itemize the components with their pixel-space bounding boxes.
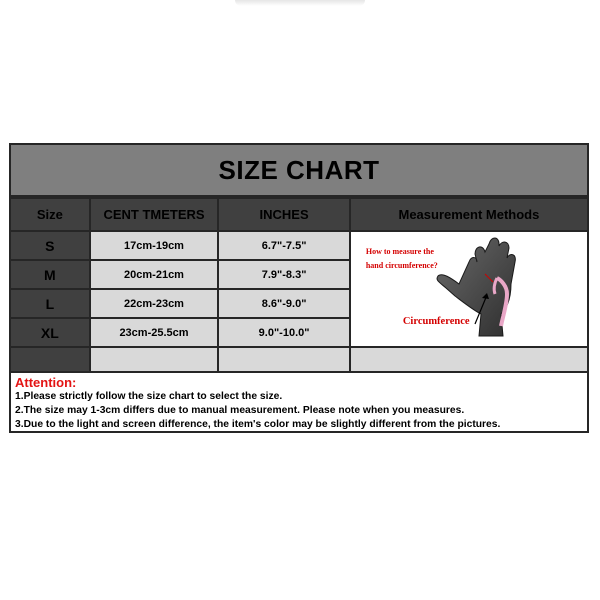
caption-line-1: How to measure the <box>365 247 434 256</box>
inch-cell: 8.6"-9.0" <box>218 289 350 318</box>
attention-line-3: 3.Due to the light and screen difference, the item's color may be slightly different from the pictures. <box>15 419 501 430</box>
circumference-label: Circumference <box>402 316 470 327</box>
header-size: Size <box>10 198 90 231</box>
size-cell: S <box>10 231 90 260</box>
attention-line-2: 2.The size may 1-3cm differs due to manual measurement. Please note when you measures. <box>15 405 465 416</box>
cm-cell: 23cm-25.5cm <box>90 318 219 347</box>
size-cell: L <box>10 289 90 318</box>
top-shadow-decoration <box>235 0 365 6</box>
table-row <box>10 231 588 260</box>
attention-title: Attention: <box>15 375 77 390</box>
cm-cell: 17cm-19cm <box>90 231 219 260</box>
attention-box <box>9 371 589 433</box>
cm-cell: 20cm-21cm <box>90 260 219 289</box>
measurement-image-cell <box>350 231 588 347</box>
caption-line-2: hand circumference? <box>365 261 438 270</box>
header-inches: INCHES <box>218 198 350 231</box>
chart-title: SIZE CHART <box>218 154 380 185</box>
title-bar <box>9 143 589 197</box>
inch-cell: 7.9"-8.3" <box>218 260 350 289</box>
size-table <box>9 197 589 376</box>
header-centimeters: CENT TMETERS <box>90 198 219 231</box>
size-cell: XL <box>10 318 90 347</box>
header-measurement-methods: Measurement Methods <box>350 198 588 231</box>
header-row <box>10 198 588 231</box>
inch-cell: 6.7"-7.5" <box>218 231 350 260</box>
attention-line-1: 1.Please strictly follow the size chart to select the size. <box>15 391 283 402</box>
inch-cell: 9.0"-10.0" <box>218 318 350 347</box>
cm-cell: 22cm-23cm <box>90 289 219 318</box>
size-chart <box>9 143 589 433</box>
hand-with-tape-measure-icon <box>351 232 587 346</box>
size-cell: M <box>10 260 90 289</box>
